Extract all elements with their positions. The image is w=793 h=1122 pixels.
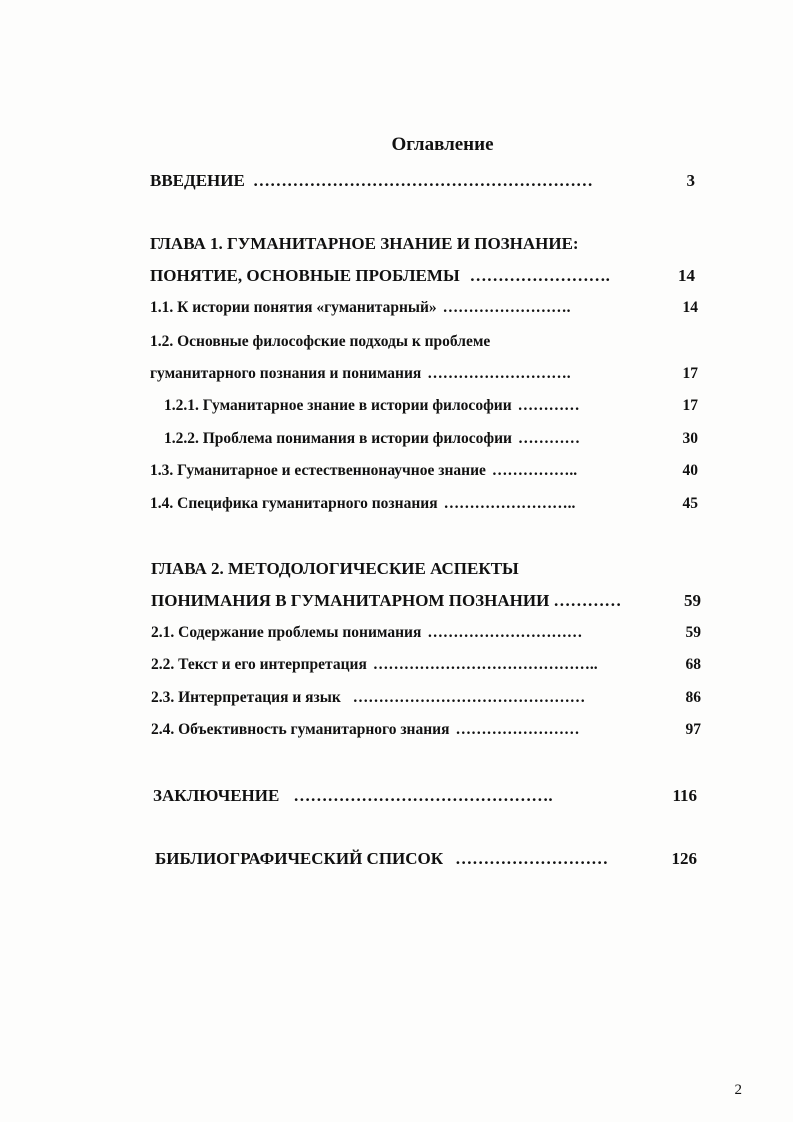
toc-entry-bibliography	[155, 849, 697, 869]
toc-leader-dots: …………	[517, 397, 580, 414]
toc-leader-dots: …………………….	[442, 299, 571, 316]
toc-entry-text: 2.1. Содержание проблемы понимания	[151, 624, 422, 641]
toc-leader-dots: ………………………………………	[352, 689, 586, 706]
toc-entry-text: ВВЕДЕНИЕ	[150, 171, 245, 190]
toc-chapter-2-line-2	[151, 591, 701, 611]
toc-entry-1-3	[150, 462, 698, 480]
toc-page-number: 14	[678, 266, 695, 285]
toc-entry-text: 1.2. Основные философские подходы к проблеме	[150, 333, 491, 350]
toc-entry-conclusion	[153, 786, 697, 806]
toc-page-number: 86	[685, 689, 701, 706]
toc-page-number: 30	[682, 430, 698, 447]
toc-entry-2-2	[151, 656, 701, 674]
toc-entry-text: 1.3. Гуманитарное и естественнонаучное знание	[150, 462, 486, 479]
toc-title: Оглавление	[391, 134, 494, 155]
toc-leader-dots: ………………………	[455, 849, 609, 868]
toc-leader-dots: …………	[517, 430, 580, 447]
toc-page-number: 17	[682, 397, 698, 414]
toc-entry-text: БИБЛИОГРАФИЧЕСКИЙ СПИСОК	[155, 849, 444, 868]
toc-entry-text: гуманитарного познания и понимания	[150, 365, 422, 382]
toc-leader-dots: ……………………………………..	[372, 656, 598, 673]
toc-page-number: 68	[685, 656, 701, 673]
toc-leader-dots: …………………………	[427, 624, 583, 641]
toc-page-number: 17	[682, 365, 698, 382]
toc-leader-dots: ……………..	[491, 462, 578, 479]
toc-page-number: 45	[682, 495, 698, 512]
toc-entry-text: 1.2.1. Гуманитарное знание в истории философии	[164, 397, 512, 414]
toc-entry-text: ПОНИМАНИЯ В ГУМАНИТАРНОМ ПОЗНАНИИ	[151, 591, 550, 610]
toc-entry-1-4	[150, 495, 698, 513]
toc-leader-dots: ……………………	[455, 721, 580, 738]
toc-entry-intro	[150, 171, 695, 191]
toc-chapter-2-line-1	[151, 559, 701, 579]
toc-entry-text: ЗАКЛЮЧЕНИЕ	[153, 786, 280, 805]
toc-entry-1-2-line-2	[150, 365, 698, 383]
toc-entry-text: 1.4. Специфика гуманитарного познания	[150, 495, 438, 512]
toc-entry-text: ГЛАВА 1. ГУМАНИТАРНОЕ ЗНАНИЕ И ПОЗНАНИЕ:	[150, 234, 579, 253]
toc-entry-text: 2.3. Интерпретация и язык	[151, 689, 341, 706]
toc-entry-1-2-line-1	[150, 333, 698, 351]
toc-leader-dots: …………	[553, 591, 622, 610]
toc-entry-text: 2.4. Объективность гуманитарного знания	[151, 721, 450, 738]
toc-leader-dots: ……………………………………….	[293, 786, 553, 805]
toc-leader-dots: ……………………….	[427, 365, 571, 382]
toc-entry-1-2-1	[164, 397, 698, 415]
toc-entry-1-2-2	[164, 430, 698, 448]
toc-page-number: 3	[686, 171, 695, 190]
toc-page-number: 116	[672, 786, 697, 805]
toc-page-number: 126	[671, 849, 697, 868]
toc-entry-text: ГЛАВА 2. МЕТОДОЛОГИЧЕСКИЕ АСПЕКТЫ	[151, 559, 519, 578]
toc-entry-text: 2.2. Текст и его интерпретация	[151, 656, 367, 673]
toc-page-number: 40	[682, 462, 698, 479]
toc-entry-1-1	[150, 299, 698, 317]
toc-entry-text: 1.1. К истории понятия «гуманитарный»	[150, 299, 437, 316]
toc-page-number: 59	[685, 624, 701, 641]
toc-page-number: 97	[685, 721, 701, 738]
toc-chapter-1-line-1	[150, 234, 695, 254]
toc-entry-2-1	[151, 624, 701, 642]
toc-page-number: 59	[684, 591, 701, 610]
toc-leader-dots: ……………………………………………………	[252, 171, 593, 190]
toc-page-number: 14	[682, 299, 698, 316]
toc-chapter-1-line-2	[150, 266, 695, 286]
toc-entry-2-4	[151, 721, 701, 739]
toc-entry-2-3	[151, 689, 701, 707]
toc-entry-text: 1.2.2. Проблема понимания в истории философии	[164, 430, 512, 447]
toc-entry-text: ПОНЯТИЕ, ОСНОВНЫЕ ПРОБЛЕМЫ	[150, 266, 460, 285]
toc-leader-dots: …………………….	[469, 266, 610, 285]
page-number: 2	[734, 1082, 742, 1098]
toc-leader-dots: ……………………..	[443, 495, 576, 512]
